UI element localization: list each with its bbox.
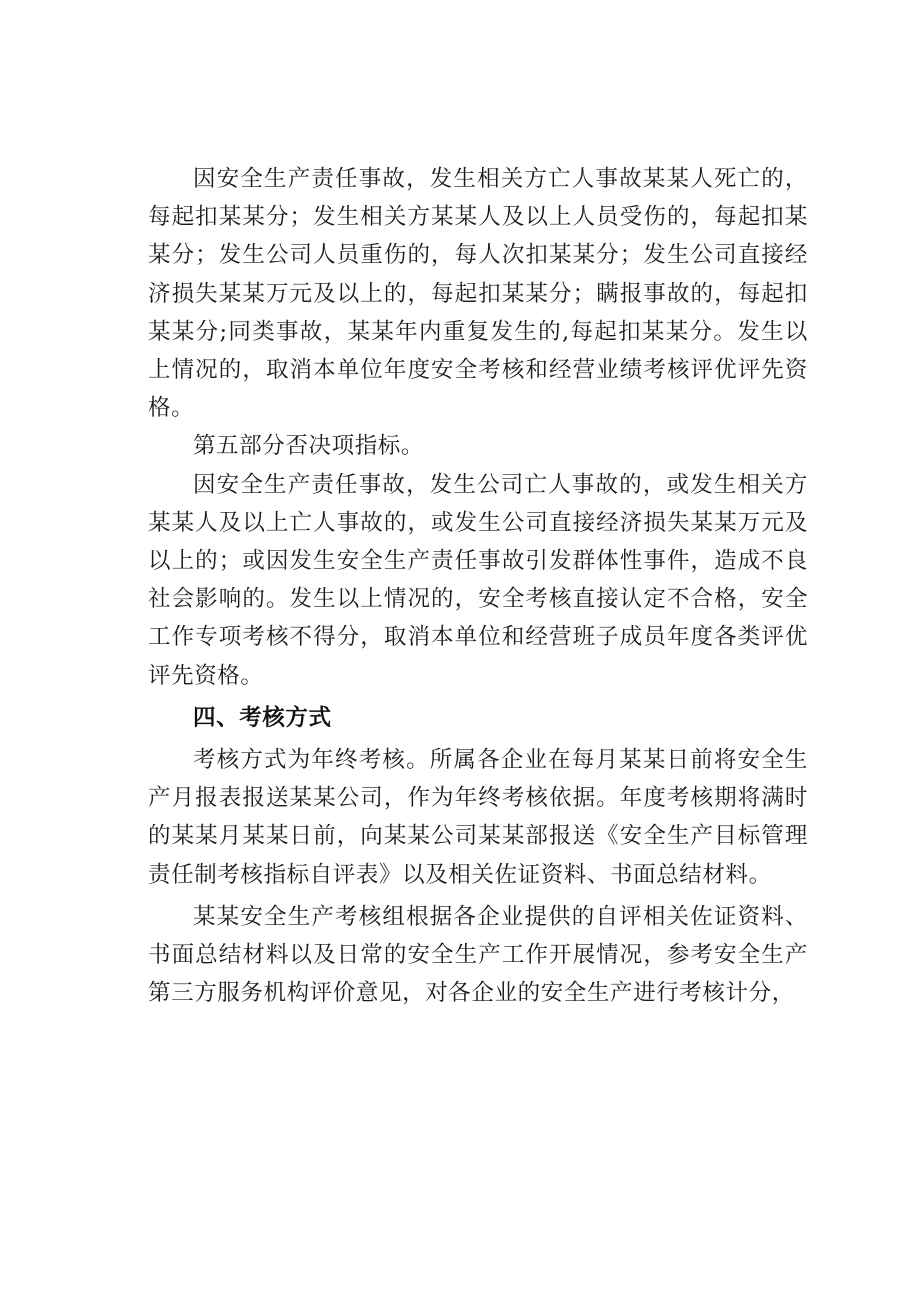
document-body bbox=[148, 160, 808, 1012]
paragraph-veto-items: 因安全生产责任事故，发生公司亡人事故的，或发生相关方某某人及以上亡人事故的，或发生公司直接经济损失某某万元及以上的；或因发生安全生产责任事故引发群体性事件，造成不良社会影响的。发生以上情况的，安全考核直接认定不合格，安全工作专项考核不得分，取消本单位和经营班子成员年度各类评优评先资格。 bbox=[148, 471, 808, 689]
paragraph-assessment-method: 考核方式为年终考核。所属各企业在每月某某日前将安全生产月报表报送某某公司，作为年终考核依据。年度考核期将满时的某某月某某日前，向某某公司某某部报送《安全生产目标管理责任制考核指标自评表》以及相关佐证资料、书面总结材料。 bbox=[148, 747, 808, 888]
paragraph-part-five-title: 第五部分否决项指标。 bbox=[193, 433, 425, 460]
paragraph-accident-deductions: 因安全生产责任事故，发生相关方亡人事故某某人死亡的，每起扣某某分；发生相关方某某人及以上人员受伤的，每起扣某某分；发生公司人员重伤的，每人次扣某某分；发生公司直接经济损失某某万元及以上的，每起扣某某分；瞒报事故的，每起扣某某分;同类事故，某某年内重复发生的,每起扣某某分。发生以上情况的，取消本单位年度安全考核和经营业绩考核评优评先资格。 bbox=[148, 166, 808, 422]
section-heading-assessment-method: 四、考核方式 bbox=[193, 704, 332, 731]
paragraph-assessment-group: 某某安全生产考核组根据各企业提供的自评相关佐证资料、书面总结材料以及日常的安全生产工作开展情况，参考安全生产第三方服务机构评价意见，对各企业的安全生产进行考核计分， bbox=[148, 903, 808, 1007]
